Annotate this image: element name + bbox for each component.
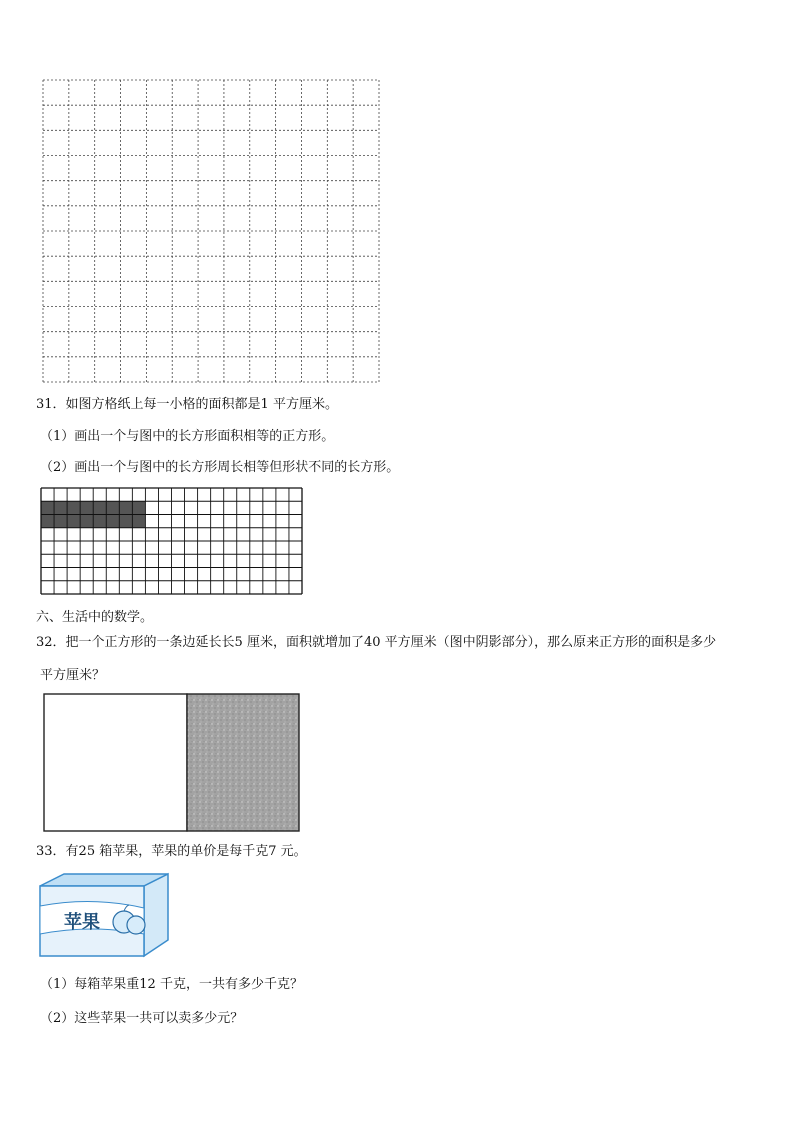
shaded-cell: [80, 501, 93, 514]
question-33-part-2: （2）这些苹果一共可以卖多少元？: [40, 1011, 244, 1026]
question-31-stem: 31．如图方格纸上每一小格的面积都是1 平方厘米。: [36, 397, 338, 412]
shaded-cell: [41, 515, 54, 528]
question-33-stem: 33．有25 箱苹果，苹果的单价是每千克7 元。: [36, 844, 307, 859]
shaded-cell: [67, 515, 80, 528]
question-31-part-2: （2）画出一个与图中的长方形周长相等但形状不同的长方形。: [40, 460, 400, 475]
shaded-cell: [132, 515, 145, 528]
shaded-cell: [67, 501, 80, 514]
shaded-cell: [106, 515, 119, 528]
box-label: 苹果: [64, 912, 100, 933]
original-square: [44, 694, 187, 831]
shaded-cell: [54, 515, 67, 528]
shaded-cell: [93, 515, 106, 528]
shaded-cell: [80, 515, 93, 528]
shaded-cell: [93, 501, 106, 514]
question-32-stem-line-2: 平方厘米？: [40, 668, 106, 683]
apple-icon: [127, 916, 145, 934]
square-extension-figure: [43, 693, 303, 833]
shaded-cell: [41, 501, 54, 514]
question-31-part-1: （1）画出一个与图中的长方形面积相等的正方形。: [40, 429, 335, 444]
shaded-cell: [119, 515, 132, 528]
shaded-cell: [54, 501, 67, 514]
shaded-cell: [119, 501, 132, 514]
section-6-heading: 六、生活中的数学。: [36, 610, 154, 625]
shaded-extension: [187, 694, 299, 831]
apple-box-illustration: [36, 870, 172, 964]
question-33-part-1: （1）每箱苹果重12 千克，一共有多少千克？: [40, 977, 303, 992]
rectangle-grid-figure: [40, 487, 305, 597]
shaded-cell: [106, 501, 119, 514]
grid-paper: [42, 79, 382, 385]
question-32-stem-line-1: 32．把一个正方形的一条边延长长5 厘米，面积就增加了40 平方厘米（图中阴影部分），那么原来正方形的面积是多少: [36, 635, 717, 650]
shaded-cell: [132, 501, 145, 514]
